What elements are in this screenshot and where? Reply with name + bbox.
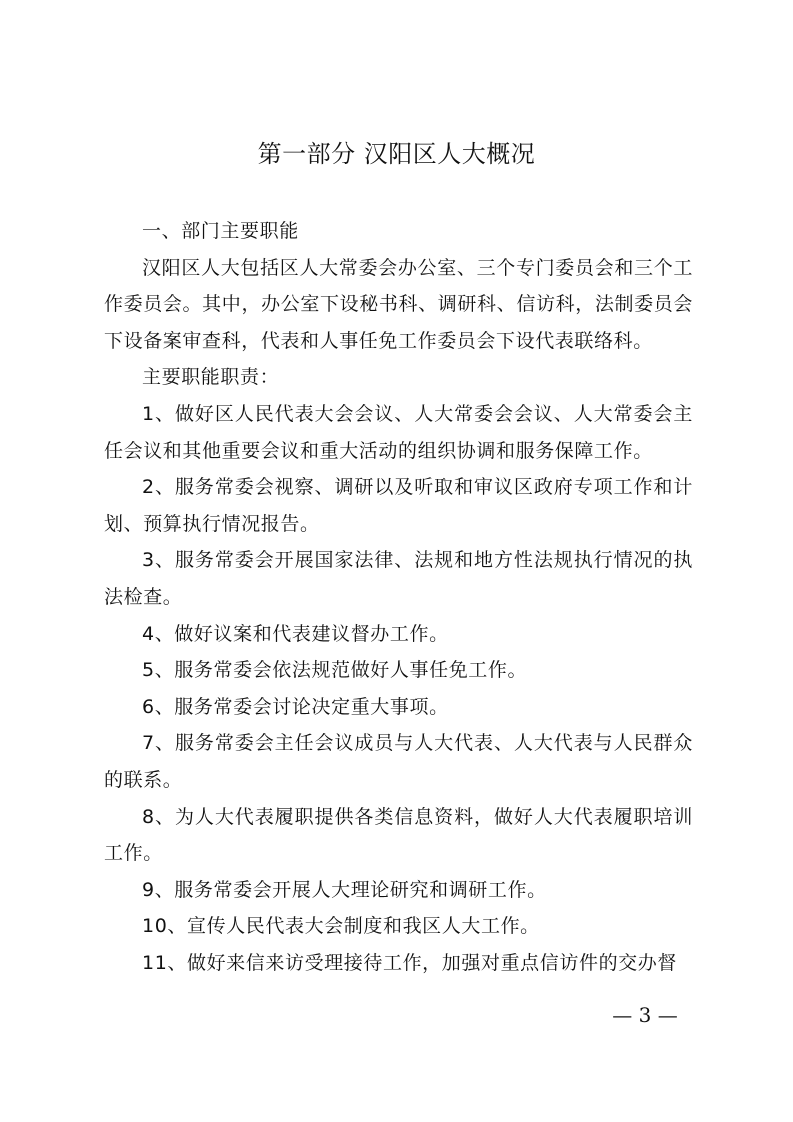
duty-item-10: 10、宣传人民代表大会制度和我区人大工作。 xyxy=(142,915,540,938)
duty-item-3: 3、服务常委会开展国家法律、法规和地方性法规执行情况的执法检查。 xyxy=(104,549,693,608)
duty-item-6: 6、服务常委会讨论决定重大事项。 xyxy=(142,695,449,718)
duty-item-1: 1、做好区人民代表大会会议、人大常委会会议、人大常委会主任会议和其他重要会议和重大活动的组织协调和服务保障工作。 xyxy=(104,402,693,462)
page-number: — 3 — xyxy=(612,1003,678,1027)
duty-item-8: 8、为人大代表履职提供各类信息资料，做好人大代表履职培训工作。 xyxy=(104,805,693,865)
duty-item-7: 7、服务常委会主任会议成员与人大代表、人大代表与人民群众的联系。 xyxy=(104,732,693,791)
intro-paragraph: 汉阳区人大包括区人大常委会办公室、三个专门委员会和三个工作委员会。其中，办公室下设秘书科、调研科、信访科，法制委员会下设备案审查科，代表和人事任免工作委员会下设代表联络科。 xyxy=(104,256,693,352)
section-heading: 一、部门主要职能 xyxy=(142,220,299,242)
duty-item-4: 4、做好议案和代表建议督办工作。 xyxy=(142,622,449,645)
duty-item-2: 2、服务常委会视察、调研以及听取和审议区政府专项工作和计划、预算执行情况报告。 xyxy=(104,476,693,535)
duty-item-5: 5、服务常委会依法规范做好人事任免工作。 xyxy=(142,659,528,682)
page-title: 第一部分 汉阳区人大概况 xyxy=(257,140,536,168)
duties-heading: 主要职能职责： xyxy=(142,366,280,389)
document-body xyxy=(104,213,693,981)
duty-item-9: 9、服务常委会开展人大理论研究和调研工作。 xyxy=(142,878,547,901)
duty-item-11: 11、做好来信来访受理接待工作，加强对重点信访件的交办督 xyxy=(142,951,677,974)
